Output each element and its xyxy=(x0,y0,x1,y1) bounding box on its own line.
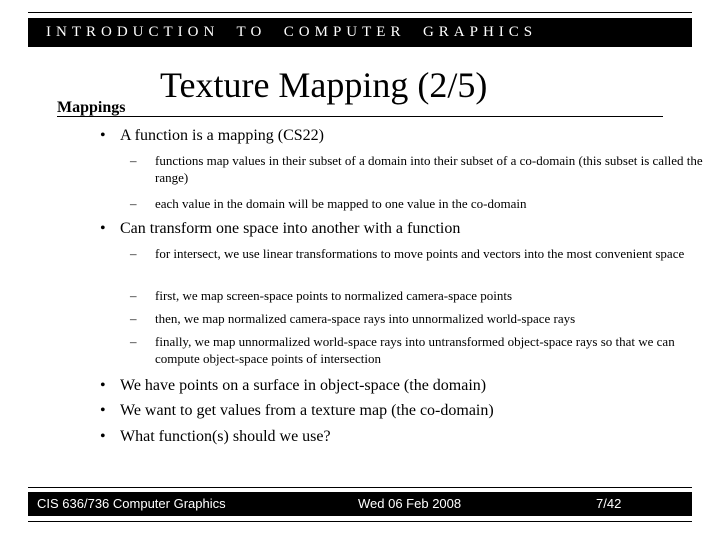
header-top-rule xyxy=(28,12,692,13)
bullet-text: What function(s) should we use? xyxy=(120,428,331,445)
header-bar xyxy=(28,18,692,47)
sub-bullet-text: each value in the domain will be mapped to one value in the co-domain xyxy=(155,196,527,211)
bullet-text: We have points on a surface in object-space (the domain) xyxy=(120,377,487,394)
section-label: Mappings xyxy=(57,99,126,116)
slide-title: Texture Mapping (2/5) xyxy=(160,65,488,105)
footer-bottom-rule xyxy=(28,521,692,522)
dash-icon: – xyxy=(130,196,137,211)
section-rule xyxy=(57,116,663,117)
dash-icon: – xyxy=(130,311,137,326)
dash-icon: – xyxy=(130,153,137,168)
dash-icon: – xyxy=(130,288,137,303)
footer-page-number: 7/42 xyxy=(596,496,622,511)
bullet-icon: • xyxy=(100,428,106,445)
bullet-text: Can transform one space into another with a function xyxy=(120,220,461,237)
dash-icon: – xyxy=(130,246,137,261)
bullet-text: A function is a mapping (CS22) xyxy=(120,127,324,144)
bullet-icon: • xyxy=(100,377,106,394)
bullet-icon: • xyxy=(100,220,106,237)
bullet-text: We want to get values from a texture map (the co-domain) xyxy=(120,402,494,419)
footer-bar xyxy=(28,492,692,516)
sub-bullet-text: for intersect, we use linear transformations to move points and vectors into the most convenient space xyxy=(155,246,685,261)
bullet-icon: • xyxy=(100,402,106,419)
footer-course: CIS 636/736 Computer Graphics xyxy=(37,496,226,511)
sub-bullet-text: first, we map screen-space points to normalized camera-space points xyxy=(155,288,512,303)
course-title: INTRODUCTION TO COMPUTER GRAPHICS xyxy=(46,24,538,40)
sub-bullet-text: functions map values in their subset of a domain into their subset of a co-domain (this subset is called the range) xyxy=(155,153,703,185)
bullet-icon: • xyxy=(100,127,106,144)
sub-bullet-text: finally, we map unnormalized world-space rays into untransformed object-space rays so that we can compute object-space points of intersection xyxy=(155,334,675,366)
footer-date: Wed 06 Feb 2008 xyxy=(358,496,462,511)
dash-icon: – xyxy=(130,334,137,349)
sub-bullet-text: then, we map normalized camera-space rays into unnormalized world-space rays xyxy=(155,311,576,326)
footer-top-rule xyxy=(28,487,692,488)
